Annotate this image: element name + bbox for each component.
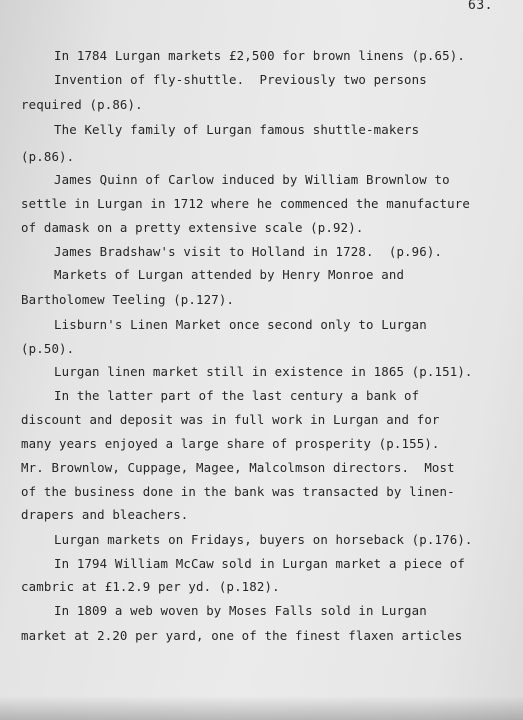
text-line: cambric at £1.2.9 per yd. (p.182). — [21, 579, 280, 594]
text-line: Mr. Brownlow, Cuppage, Magee, Malcolmson directors. Most — [21, 460, 455, 475]
text-line: The Kelly family of Lurgan famous shuttle-makers — [54, 122, 420, 137]
text-line: of the business done in the bank was transacted by linen- — [21, 484, 455, 499]
text-line: settle in Lurgan in 1712 where he commenced the manufacture — [21, 196, 470, 211]
page-number: 63. — [468, 0, 493, 13]
text-line: Lurgan markets on Fridays, buyers on horseback (p.176). — [54, 532, 473, 547]
text-line: Lisburn's Linen Market once second only to Lurgan — [54, 317, 427, 332]
text-line: many years enjoyed a large share of prosperity (p.155). — [21, 436, 440, 451]
text-line: (p.50). — [21, 341, 75, 356]
text-line: Lurgan linen market still in existence in 1865 (p.151). — [54, 364, 473, 379]
text-line: In 1794 William McCaw sold in Lurgan market a piece of — [54, 556, 465, 571]
text-line: Invention of fly-shuttle. Previously two persons — [54, 72, 427, 87]
text-line: discount and deposit was in full work in Lurgan and for — [21, 412, 440, 427]
text-line: James Bradshaw's visit to Holland in 1728. (p.96). — [54, 244, 443, 259]
text-line: In 1809 a web woven by Moses Falls sold in Lurgan — [54, 603, 427, 618]
text-line: (p.86). — [21, 149, 75, 164]
text-line: drapers and bleachers. — [21, 507, 189, 522]
text-line: market at 2.20 per yard, one of the finest flaxen articles — [21, 628, 463, 643]
text-line: required (p.86). — [21, 97, 143, 112]
text-line: of damask on a pretty extensive scale (p.92). — [21, 220, 364, 235]
text-line: In the latter part of the last century a bank of — [54, 388, 420, 403]
text-line: Bartholomew Teeling (p.127). — [21, 292, 235, 307]
text-line: James Quinn of Carlow induced by William Brownlow to — [54, 172, 450, 187]
text-line: Markets of Lurgan attended by Henry Monroe and — [54, 267, 405, 282]
text-line: In 1784 Lurgan markets £2,500 for brown linens (p.65). — [54, 48, 465, 63]
